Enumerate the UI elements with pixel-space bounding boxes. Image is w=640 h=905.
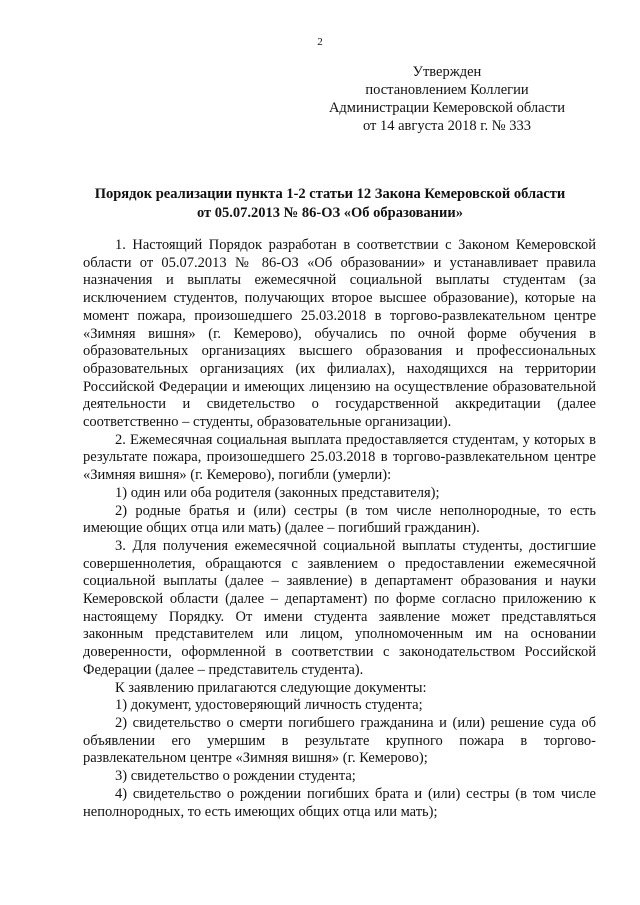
document-title [70, 185, 590, 223]
approval-line: Утвержден [412, 64, 482, 80]
approval-block [307, 63, 587, 135]
approval-line: от 14 августа 2018 г. № 333 [362, 118, 532, 134]
paragraph-7: 1) документ, удостоверяющий личность студента; [115, 697, 423, 714]
paragraph-3: 1) один или оба родителя (законных представителя); [115, 484, 440, 501]
paragraph-9: 3) свидетельство о рождении студента; [115, 768, 356, 785]
approval-line: постановлением Коллегии [365, 82, 529, 98]
document-body [83, 237, 596, 821]
title-line: от 05.07.2013 № 86-ОЗ «Об образовании» [196, 205, 463, 221]
paragraph-2: 2. Ежемесячная социальная выплата предоставляется студентам, у которых в результате пожара, произошедшего 25.03.2018 в торгово-развлекательном центре «Зимняя вишня» (г. Кемерово), погибли (умерли): [83, 431, 596, 484]
paragraph-10: 4) свидетельство о рождении погибших брата и (или) сестры (в том числе неполнородных, то есть имеющих общих отца или мать); [83, 785, 596, 820]
page-number: 2 [317, 36, 323, 48]
title-line: Порядок реализации пункта 1-2 статьи 12 Закона Кемеровской области [94, 186, 566, 202]
paragraph-8: 2) свидетельство о смерти погибшего гражданина и (или) решение суда об объявлении его умершим в результате крупного пожара в торгово-развлекательном центре «Зимняя вишня» (г. Кемерово); [83, 714, 596, 767]
paragraph-6: К заявлению прилагаются следующие документы: [115, 679, 427, 696]
paragraph-5: 3. Для получения ежемесячной социальной выплаты студенты, достигшие совершеннолетия, обращаются с заявлением о предоставлении ежемесячной социальной выплаты (далее – заявление) в департамент образования и науки Кемеровской области (далее – департамент) по форме согласно приложению к настоящему Порядку. От имени студента заявление может представляться законным представителем или лицом, уполномоченным им на основании доверенности, оформленной в соответствии с законодательством Российской Федерации (далее – представитель студента). [83, 537, 596, 678]
paragraph-4: 2) родные братья и (или) сестры (в том числе неполнородные, то есть имеющие общих отца или мать) (далее – погибший гражданин). [83, 502, 596, 537]
approval-line: Администрации Кемеровской области [328, 100, 566, 116]
paragraph-1: 1. Настоящий Порядок разработан в соответствии с Законом Кемеровской области от 05.07.2013 № 86-ОЗ «Об образовании» и устанавливает правила назначения и выплаты ежемесячной социальной выплаты студентам (за исключением студентов, получающих второе высшее образование), которые на момент пожара, произошедшего 25.03.2018 в торгово-развлекательном центре «Зимняя вишня» (г. Кемерово), обучались по очной форме обучения в образовательных организациях высшего образования и профессиональных образовательных организациях (их филиалах), находящихся на территории Российской Федерации и имеющих лицензию на осуществление образовательной деятельности и свидетельство о государственной аккредитации (далее соответственно – студенты, образовательные организации). [83, 237, 596, 431]
